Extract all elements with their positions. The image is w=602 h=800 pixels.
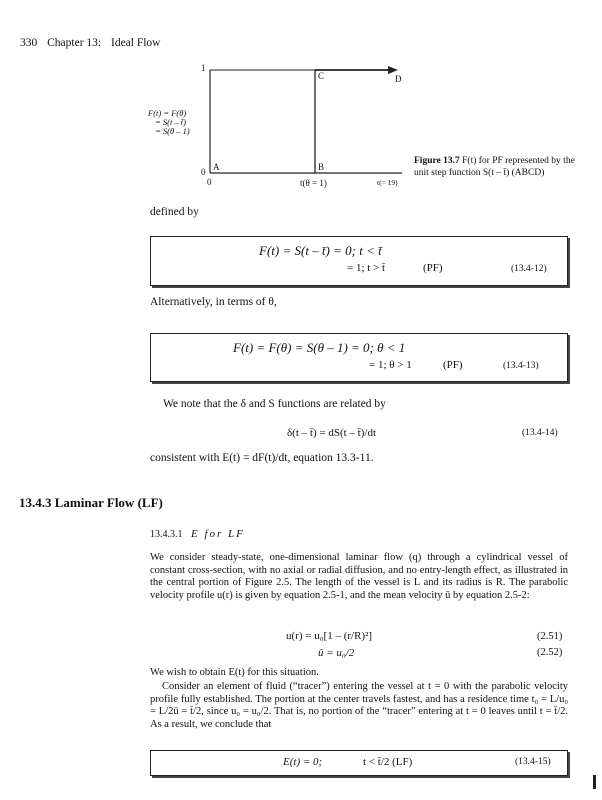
point-b: B [318, 162, 325, 172]
y-label-line-3: = S(θ – 1) [155, 126, 190, 136]
figure-caption-text: F(t) for PF represented by the unit step function S(t – t̄) (ABCD) [414, 156, 575, 178]
figure-caption [414, 155, 589, 179]
chapter-label: Chapter 13: [47, 37, 102, 49]
subsection-heading [150, 528, 245, 540]
eq-2-52-number: (2.52) [537, 647, 563, 658]
page-number: 330 [20, 37, 38, 49]
eq-2-51-number: (2.51) [537, 631, 563, 642]
eq13-main: F(t) = F(θ) = S(θ – 1) = 0; θ < 1 [233, 340, 406, 355]
chapter-title: Ideal Flow [110, 37, 161, 49]
defined-by-text: defined by [150, 206, 199, 218]
eq14-number: (13.4-14) [522, 428, 558, 438]
eq13-tag: (PF) [443, 359, 463, 371]
arrow-head [388, 66, 398, 74]
eq12-number: (13.4-12) [511, 264, 547, 274]
subsection-number: 13.4.3.1 [150, 529, 183, 540]
y-label-line-1: F(t) = F(θ) [148, 108, 187, 118]
consistent-text: consistent with E(t) = dF(t)/dt, equation 13.3-11. [150, 452, 374, 464]
eq12-sub: = 1; t > t̄ [347, 262, 386, 274]
point-a: A [213, 162, 220, 172]
page-header [20, 37, 168, 49]
alternatively-text: Alternatively, in terms of θ, [150, 296, 277, 308]
page-edge-mark [593, 775, 596, 789]
x-tick-mid: t(θ = 1) [300, 178, 327, 188]
eq12-tag: (PF) [423, 262, 443, 274]
paragraph-consider: Consider an element of fluid (“tracer”) entering the vessel at t = 0 with the parabolic velocity profile fully established. The portion at the center travels fastest, and has a residence time t₀ = L/u₀ = L/2ū = t̄/2, since u₀ = u₀/2. That is, no portion of the “tracer” entering at t = 0 leaves until t = t̄/2. As a result, we conclude that [150, 681, 568, 730]
section-heading: 13.4.3 Laminar Flow (LF) [19, 495, 163, 510]
paragraph-wish: We wish to obtain E(t) for this situation. [150, 667, 319, 678]
y-label-line-2: = S(t – t̄) [155, 117, 186, 127]
eq-2-52: ū = u₀/2 [318, 647, 355, 659]
we-note-text: We note that the δ and S functions are related by [163, 398, 386, 410]
y-tick-0: 0 [201, 167, 206, 177]
eq13-sub: = 1; θ > 1 [369, 359, 412, 371]
figure-caption-label: Figure 13.7 [414, 156, 460, 166]
eq15-sub: t < t̄/2 (LF) [363, 756, 413, 768]
paragraph-laminar-flow: We consider steady-state, one-dimensional laminar flow (q) through a cylindrical vessel of constant cross-section, with no axial or radial diffusion, and no entry-length effect, as illustrated in the central portion of Figure 2.5. The length of the vessel is L and its radius is R. The parabolic velocity profile u(r) is given by equation 2.5-1, and the mean velocity ū by equation 2.5-2: [150, 552, 568, 601]
point-c: C [318, 71, 325, 81]
figure-13-7 [140, 58, 600, 208]
x-tick-0: 0 [207, 177, 212, 187]
subsection-title: E for LF [191, 528, 245, 540]
y-tick-1: 1 [201, 63, 206, 73]
eq12-main: F(t) = S(t – t̄) = 0; t < t̄ [259, 243, 382, 258]
equation-13-4-12-box [150, 236, 568, 286]
eq15-main: E(t) = 0; [283, 756, 323, 768]
equation-13-4-15-box [150, 750, 568, 776]
eq15-number: (13.4-15) [515, 757, 551, 767]
eq14: δ(t – t̄) = dS(t – t̄)/dt [287, 427, 376, 439]
eq13-number: (13.4-13) [503, 361, 539, 371]
x-tick-end: t(= 19) [377, 178, 398, 187]
equation-13-4-13-box [150, 333, 568, 382]
point-d: D [395, 74, 402, 84]
eq-2-51: u(r) = u₀[1 – (r/R)²] [286, 630, 373, 642]
